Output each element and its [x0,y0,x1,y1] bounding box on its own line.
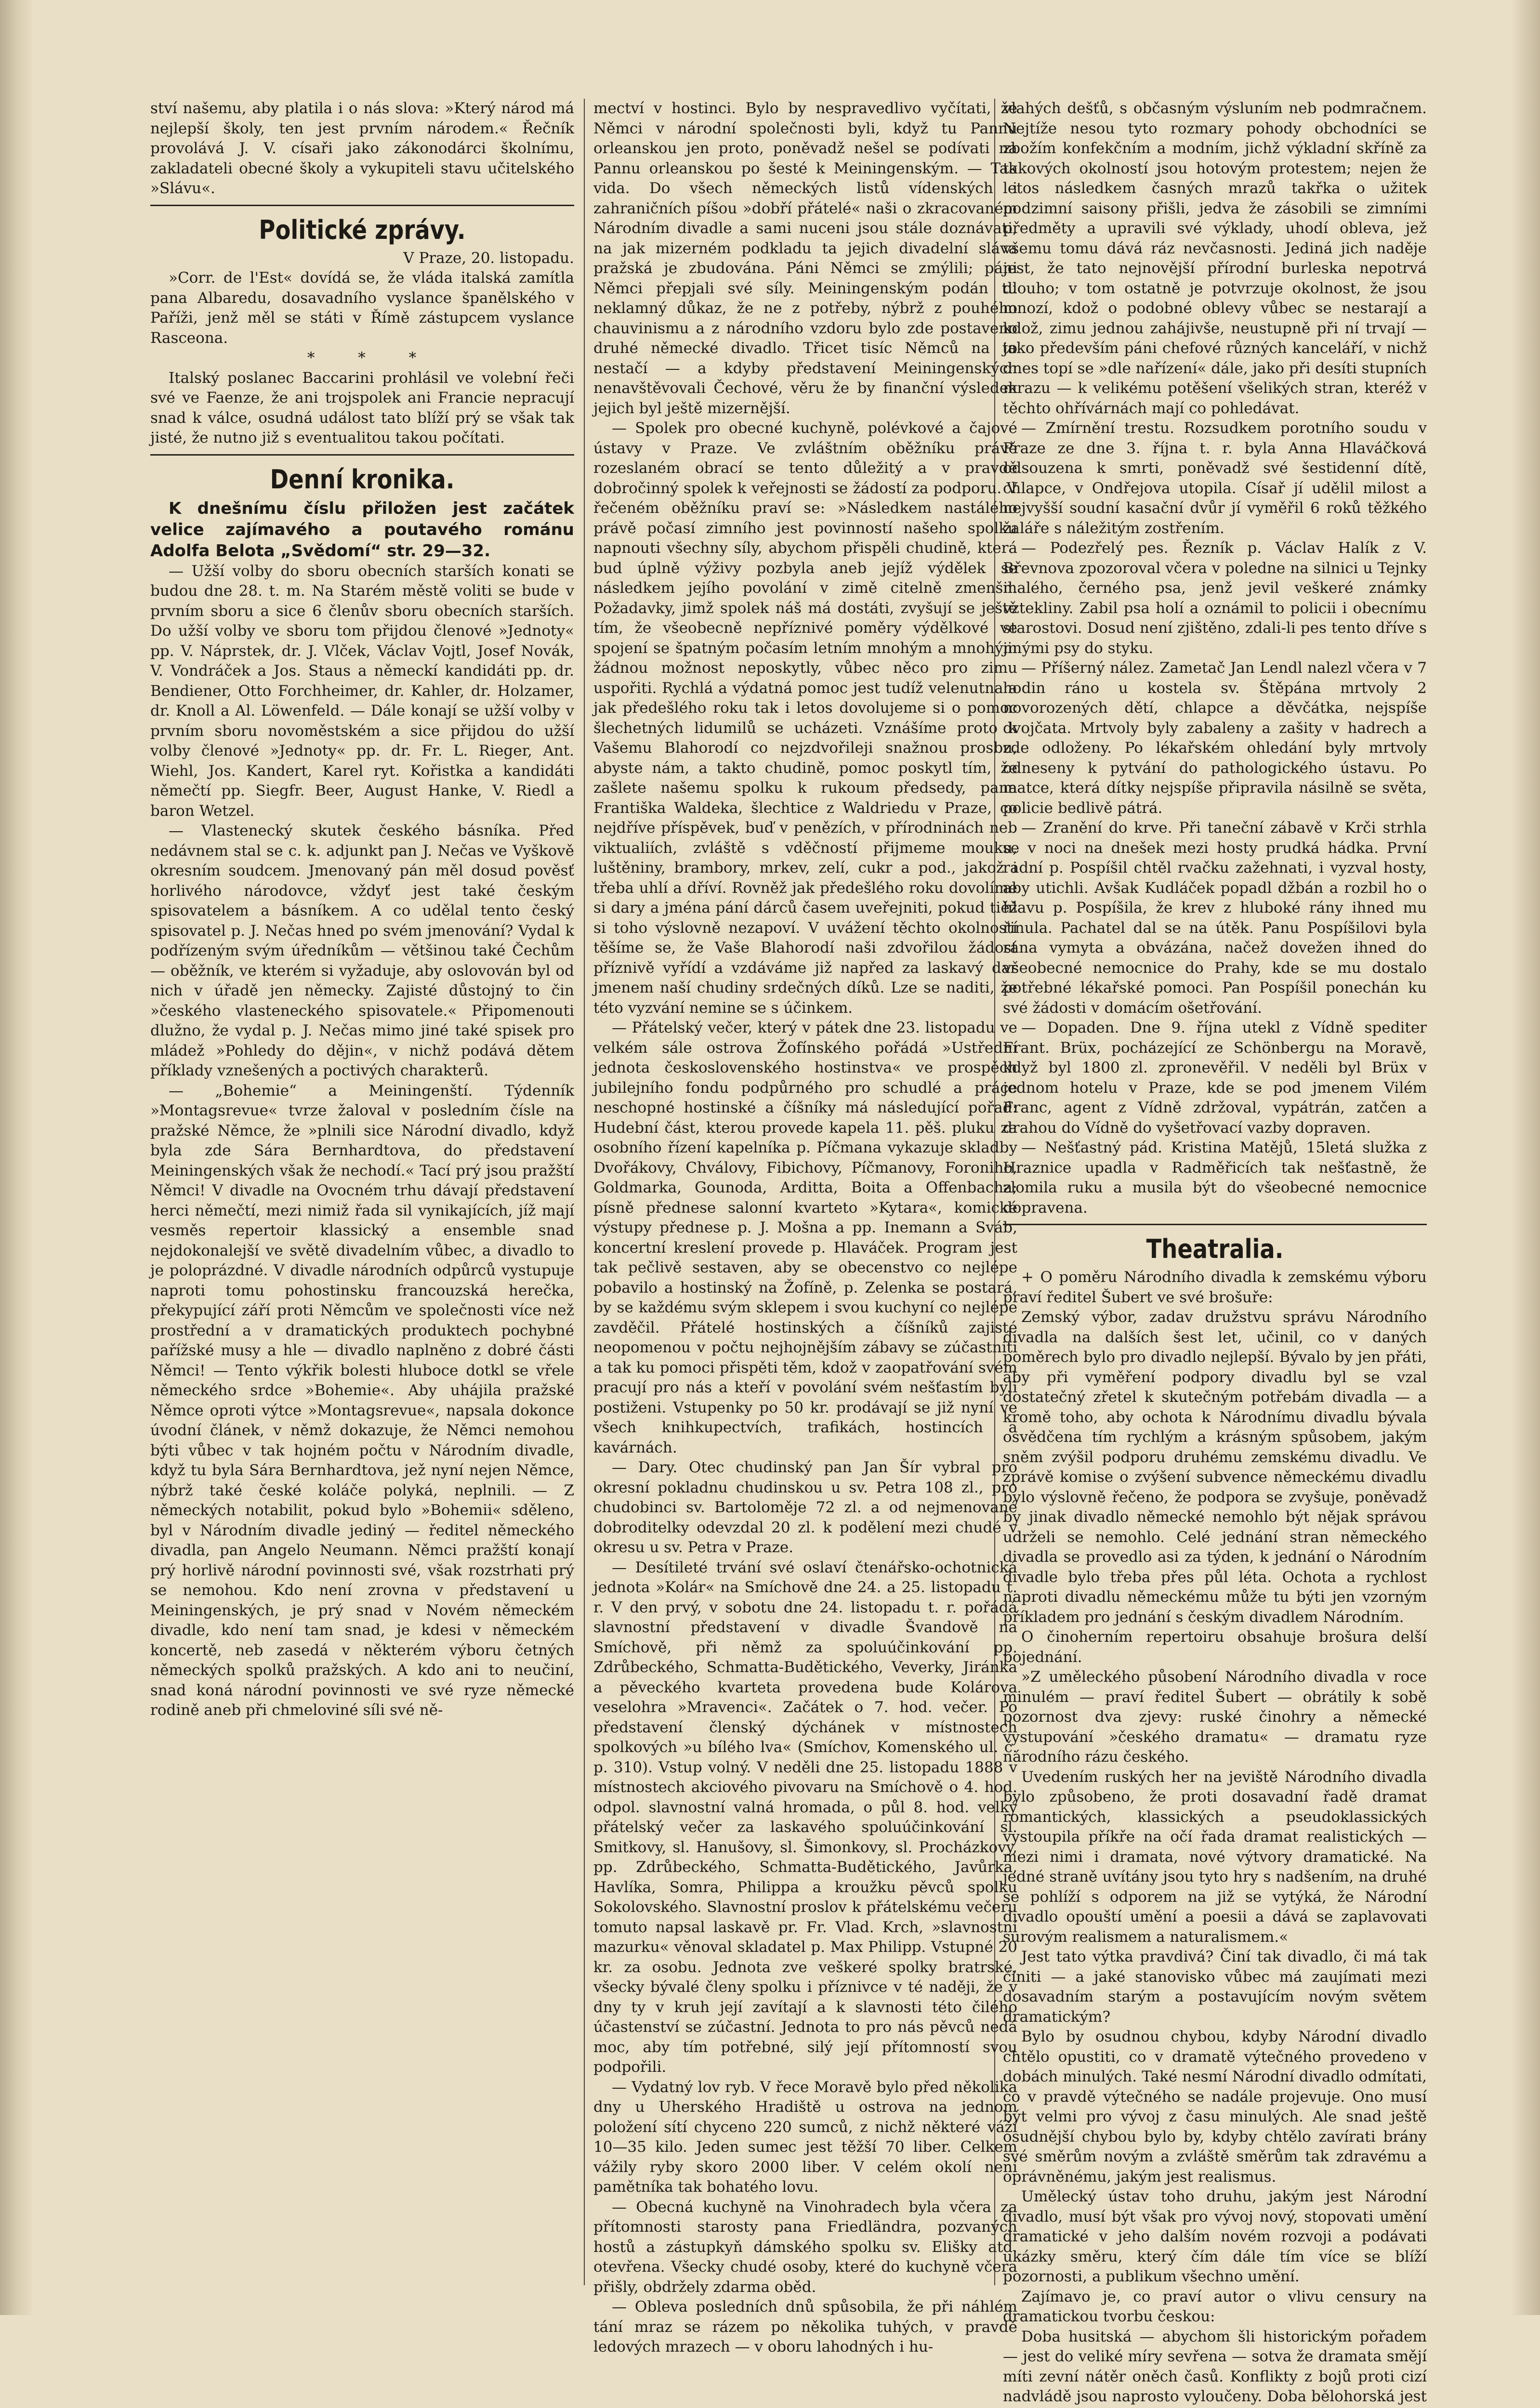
news-item: — Podezřelý pes. Řezník p. Václav Halík z V. Břevnova zpozoroval včera v poledne na silnici u Tejnky malého, černého psa, jenž jevil veškeré známky vztekliny. Zabil psa holí a oznámil to policii i obecnímu starostovi. Dosud není zjištěno, zdali-li pes tento dříve s jinými psy do styku. [1003,538,1427,658]
page-edge-right [1511,0,1540,2315]
paragraph: + O poměru Národního divadla k zemskému výboru praví ředitel Šubert ve své brošuře: [1003,1268,1427,1308]
section-title-politics: Politické zprávy. [180,215,545,246]
dateline: V Praze, 20. listopadu. [150,249,574,269]
section-title-theatre: Theatralia. [1033,1234,1397,1265]
news-item: — Spolek pro obecné kuchyně, polévkové a čajové ústavy v Praze. Ve zvláštním oběžníku právě rozeslaném obrací se tento důležitý a v pravdě dobročinný spolek k veřejnosti se žádostí za podporu. V řečeném oběžníku praví se: »Následkem nastálého právě počasí zimního jest povinností našeho spolku napnouti všechny síly, abychom přispěli chudině, která bud úplně výživy pozbyla aneb jejíž výdělek se následkem jejího povolání v zimě citelně zmenšil. Požadavky, jimž spolek náš má dostáti, zvyšují se ještě tím, že všeobecně nepříznivé poměry výdělkové ve spojení se špatným počasím letním mnohým a mnohým žádnou možnost neposkytly, vůbec něco pro zimu uspořiti. Rychlá a výdatná pomoc jest tudíž velenutna a jak předešlého roku tak i letos dovolujeme si o pomoc šlechetných lidumilů se ucházeti. Vznášíme proto k Vašemu Blahorodí co nejzdvořileji snažnou prosbu, abyste nám, a takto chudině, pomoc poskytl tím, že zašlete našemu spolku k rukoum předsedy, pana Františka Waldeka, šlechtice z Waldriedu v Praze, co nejdříve příspěvek, buď v penězích, v přírodninách neb viktualiích, zvláště s vděčností přijmeme mouku, luštěniny, brambory, mrkev, zelí, cukr a pod., jakož i třeba uhlí a dříví. Rovněž jak předešlého roku dovolíme si dary a jména pání dárců časem uveřejniti, pokud tiěž si toho výslovně nezapoví. V uvážení těchto okolností těšíme se, že Vaše Blahorodí naši zdvořilou žádost příznivě vyřídí a vzdáváme již napřed za laskavý dar jmenem naší chudiny srdečných díků. Lze se naditi, že této vyzvání nemine se s účinkem. [593,419,1017,1018]
paragraph: O činoherním repertoiru obsahuje brošura delší pojednání. [1003,1627,1427,1667]
paragraph: Umělecký ústav toho druhu, jakým jest Národní divadlo, musí být však pro vývoj nový, stopovati umění dramatické v jeho dalším novém rozvoji a podávati ukázky směru, který čím dále tím více se blíží pozornosti, a publikum všechno umění. [1003,2187,1427,2287]
paragraph: »Z uměleckého působení Národního divadla v roce minulém — praví ředitel Šubert — obrátily k sobě pozornost dva zjevy: ruské činohry a německé vystupování »českého dramatu« — dramatu ryze národního rázu českého. [1003,1667,1427,1767]
news-item: — Desítileté trvání své oslaví čtenářsko-ochotnická jednota »Kolár« na Smíchově dne 24. a 25. listopadu t. r. V den prvý, v sobotu dne 24. listopadu t. r. pořádá slavnostní představení v divadle Švandově na Smíchově, při němž za spoluúčinkování pp. Zdrůbeckého, Schmatta-Budětického, Veverky, Jiránka a pěveckého kvarteta provedena bude Kolárova veselohra »Mravenci«. Začátek o 7. hod. večer. Po představení členský dýchánek v místnostech spolkových »u bílého lva« (Smíchov, Komenského ul. č. p. 310). Vstup volný. V neděli dne 25. listopadu 1888 v místnostech akciového pivovaru na Smíchově o 4. hod. odpol. slavnostní valná hromada, o půl 8. hod. velký přátelský večer za laskavého spoluúčinkování sl. Smitkovy, sl. Hanušovy, sl. Šimonkovy, sl. Procházkovy, pp. Zdrůbeckého, Schmatta-Budětického, Javůrka, Havlíka, Somra, Philippa a kroužku pěvců spolku Sokolovského. Slavnostní proslov k přátelskému večeru tomuto napsal laskavě pr. Fr. Vlad. Krch, »slavnostní mazurku« věnoval skladatel p. Max Philipp. Vstupné 20 kr. za osobu. Jednota zve veškeré spolky bratrské, všecky bývalé členy spolku i příznivce v té naději, že v dny ty v kruh její zavítají a k slavnosti této čilého účastenství se zúčastní. Jednota to pro nás pěvců nedá moc, aby tím potřebné, silý její přítomností svou podpořili. [593,1558,1017,2078]
section-title-chronicle: Denní kronika. [180,464,545,495]
news-item: — Obecná kuchyně na Vinohradech byla včera za přítomnosti starosty pana Friedländra, pozvaných hostů a zástupkyň dámského spolku sv. Elišky atd. otevřena. Všecky chudé osoby, které do kuchyně včera přišly, obdržely zdarma oběd. [593,2198,1017,2298]
news-item: — Užší volby do sboru obecních starších konati se budou dne 28. t. m. Na Starém městě voliti se bude v prvním sboru a sice 6 členův sboru obecních starších. Do užší volby ve sboru tom přijdou členové »Jednoty« pp. V. Náprstek, dr. J. Vlček, Václav Vojtl, Josef Novák, V. Vondráček a Jos. Staus a německí kandidáti pp. dr. Bendiener, Otto Forchheimer, dr. Kahler, dr. Holzamer, dr. Knoll a Al. Löwenfeld. — Dále konají se užší volby v prvním sboru novoměstském a sice přijdou do užší volby členové »Jednoty« pp. dr. Fr. L. Rieger, Ant. Wiehl, Jos. Kandert, Karel ryt. Kořistka a kandidáti němečtí pp. Siegfr. Beer, August Hanke, V. Riedl a baron Wetzel. [150,562,574,822]
section-divider [1003,1224,1427,1225]
paragraph: Uvedením ruských her na jeviště Národního divadla bylo způsobeno, že proti dosavadní řadě dramat romantických, klassických a pseudoklassických vystoupila příkře na očí řada dramat realistických — mezi nimi i dramata, nové výtvory dramatické. Na jedné straně uvítány jsou tyto hry s nadšením, na druhé se pohlíží s odporem na již se vytýká, že Národní divadlo opouští umění a poesii a dává se zaplavovati surovým realismem a naturalismem.« [1003,1767,1427,1948]
column-rule [584,99,585,2285]
news-item: — Vydatný lov ryb. V řece Moravě bylo před několika dny u Uherského Hradiště u ostrova na jednom položení sítí chyceno 220 sumců, z nichž některé váží 10—35 kilo. Jeden sumec jest těžší 70 liber. Celkem vážily ryby skoro 2000 liber. V celém okolí není pamětníka tak bohatého lovu. [593,2078,1017,2198]
paragraph: Jest tato výtka pravdivá? Činí tak divadlo, či má tak činiti — a jaké stanovisko vůbec má zaujímati mezi dosavadním starým a postavujícím novým světem dramatickým? [1003,1947,1427,2027]
paragraph: mectví v hostinci. Bylo by nespravedlivo vyčítati, že Němci v národní společnosti byli, když tu Pannu orleanskou jen proto, poněvadž nešel se podívati na Pannu orleanskou po šesté k Meiningenským. — Tak vida. Do všech německých listů vídenských i zahraničních píšou »dobří přátelé« naši o zkracovaném Národním divadle a sami nuceni jsou stále doznávati, na jak mizerném podkladu ta jejich divadelní sláva pražská je zbudována. Páni Němci se zmýlili; páni Němci přepjali své síly. Meiningenským podán tu neklamný důkaz, že ne z potřeby, nýbrž z pouhého chauvinismu a z národního vzdoru bylo zde postaveno druhé německé divadlo. Třicet tisíc Němců na to nestačí — a kdyby představení Meiningenských nenavštěvovali Čechové, věru že by finanční výsledek jejich byl ještě mizernější. [593,99,1017,419]
paragraph: vlahých dešťů, s občasným výsluním neb podmračnem. Nejtíže nesou tyto rozmary pohody obchodníci se zbožím konfekčním a modním, jichž výkladní skříně za takových okolností jsou hotovým protestem; nejen že letos následkem časných mrazů takřka o užitek podzimní saisony přišli, jedva že zásobili se zimními předměty a upravili své výklady, uhodí obleva, jež všemu tomu dává ráz nevčasnosti. Jediná jich naděje jest, že tato nejnovější přírodní burleska nepotrvá dlouho; v tom ostatně je potvrzuje okolnost, že jsou mnozí, kdož o podobné oblevy vůbec se nestarají a kdož, zimu jednou zahájivše, neustupně při ní trvají — jako především páni chefové různých kanceláří, v nichž dnes topí se »dle nařízení« dále, jako při desíti stupních mrazu — k velikému potěšení všelikých stran, kteréž v těchto ohřívárnách mají co pohledávat. [1003,99,1427,419]
paragraph: Italský poslanec Baccarini prohlásil ve volební řeči své ve Faenze, že ani trojspolek ani Francie nepracují snad k válce, osudná událost tato blíží prý se však tak jisté, že nutno již s eventualitou takou počítati. [150,368,574,448]
supplement-notice: K dnešnímu číslu přiložen jest začátek velice zajímavého a poutavého románu Adolfa Belota „Svědomí“ str. 29—32. [150,498,574,562]
news-item: — Zmírnění trestu. Rozsudkem porotního soudu v Praze ze dne 3. října t. r. byla Anna Hlaváčková odsouzena k smrti, poněvadž své šestidenní dítě, chlapce, v Ondřejova utopila. Císař jí udělil milost a nejvyšší soudní kasační dvůr jí vyměřil 6 roků těžkého žaláře s náležitým zostřením. [1003,419,1427,538]
paragraph: »Corr. de l'Est« dovídá se, že vláda italská zamítla pana Albaredu, dosavadního vyslance španělského v Paříži, jenž měl se státi v Římě zástupcem vyslance Rasceona. [150,268,574,348]
news-item: — „Bohemie“ a Meiningenští. Týdenník »Montagsrevue« tvrze žaloval v posledním čísle na pražské Němce, že »plnili sice Národní divadlo, když byla zde Sára Bernhardtova, do představení Meiningenských však že nechodí.« Tací prý jsou pražští Němci! V divadle na Ovocném trhu dávají představení herci němečtí, mezi nimiž řada sil vynikajících, jíž mají vesměs repertoir klassický a ensemble snad nejdokonalejší ve světě divadelním vůbec, a divadlo to je poloprázdné. V divadle národních odpůrců vystupuje naproti tomu pohostinsku francouzská herečka, překypující září proti Němcům ve společnosti více než prostřední a v dramatických produktech pochybné pařížské musy a hle — divadlo naplněno z dobré části Němci! — Tento výkřik bolesti hluboce dotkl se vřele německého srdce »Bohemie«. Aby uhájila pražské Němce oproti výtce »Montagsrevue«, napsala dokonce úvodní článek, v němž dokazuje, že Němci nemohou býti vůbec v tak hojném počtu v Národním divadle, když tu byla Sára Bernhardtova, jež nyní nejen Němce, nýbrž také české koláče polyká, neplnili. — Z německých notabilit, pokud bylo »Bohemii« sděleno, byl v Národním divadle jediný — ředitel německého divadla, pan Angelo Neumann. Němci pražští konají prý horlivě národní povinnosti své, však rozstrhati prý se nemohou. Kdo není zrovna v představení u Meiningenských, je prý snad v Novém německém divadle, kdo není tam snad, je kdesi v německém koncertě, neb zasedá v některém výboru četných německých spolků pražských. A kdo ani to neučiní, snad koná národní povinnosti ve své ryze německé rodině aneb při chmeloviné síli své ně- [150,1081,574,1721]
news-item: — Vlastenecký skutek českého básníka. Před nedávnem stal se c. k. adjunkt pan J. Nečas ve Vyškově okresním soudcem. Jmenovaný pán měl dosud pověsť horlivého národovce, vždyť jest také českým spisovatelem a básníkem. A co udělal tento český spisovatel p. J. Nečas hned po svém jmenování? Vydal k podřízeným svým úředníkům — většinou také Čechům — oběžník, ve kterém si vyžaduje, aby oslovován byl od nich v úřadě jen německy. Zajisté důstojný to čin »českého vlasteneckého spisovatele.« Připomenouti dlužno, že vydal p. J. Nečas mimo jiné také spisek pro mládež »Pohledy do dějin«, v nichž podává dětem příklady vznešených a poctivých charakterů. [150,821,574,1081]
news-item: — Dopaden. Dne 9. října utekl z Vídně spediter Frant. Brüx, pocházející ze Schönbergu na Moravě, když byl 1800 zl. zpronevěřil. V neděli byl Brüx v jednom hotelu v Praze, kde se pod jmenem Vilém Franc, agent z Vídně zdržoval, vypátrán, zatčen a drahou do Vídně do vyšetřovací vazby dopraven. [1003,1018,1427,1138]
paragraph: ství našemu, aby platila i o nás slova: »Který národ má nejlepší školy, ten jest prvním národem.« Řečník provolává J. V. císaři jako zákonodárci školnímu, zakladateli obecné školy a vykupiteli stavu učitelského »Slávu«. [150,99,574,199]
news-item: — Nešťastný pád. Kristina Matějů, 15letá služka z Hraznice upadla v Radměřicích tak nešťastně, že zlomila ruku a musila být do všeobecné nemocnice dopravena. [1003,1138,1427,1218]
asterism: * * * [150,348,574,368]
section-divider [150,454,574,456]
page-edge-left [0,0,34,2315]
column-middle [593,99,1017,2295]
column-left [150,99,574,2295]
news-item: — Obleva posledních dnů spůsobila, že při náhlém tání mraz se rázem po několika tuhých, v pravdě ledových mrazech — v oboru lahodných i hu- [593,2297,1017,2357]
news-item: — Zranění do krve. Při taneční zábavě v Krči strhla se v noci na dnešek mezi hosty prudká hádka. První radní p. Pospíšil chtěl rvačku zažehnati, i vyzval hosty, aby utichli. Avšak Kudláček popadl džbán a rozbil ho o hlavu p. Pospíšila, že krev z hluboké rány ihned mu řinula. Pachatel dal se na útěk. Panu Pospíšilovi byla rána vymyta a obvázána, načež dovežen ihned do všeobecné nemocnice do Prahy, kde se mu dostalo potřebné lékařské pomoci. Pan Pospíšil ponechán ku své žádosti v domácím ošetřování. [1003,818,1427,1018]
news-item: — Dary. Otec chudinský pan Jan Šír vybral pro okresní pokladnu chudinskou u sv. Petra 108 zl., pro chudobinci sv. Bartoloměje 72 zl. a od nejmenované dobroditelky odevzdal 20 zl. k podělení mezi chudé v okresu u sv. Petra v Praze. [593,1458,1017,1558]
section-divider [150,205,574,206]
news-item: — Příšerný nález. Zametač Jan Lendl nalezl včera v 7 hodin ráno u kostela sv. Štěpána mrtvoly 2 novorozených dětí, chlapce a děvčátka, nejspíše dvojčata. Mrtvoly byly zabaleny a zašity v hadrech a zde odloženy. Po lékařském ohledání byly mrtvoly odneseny k pytvání do pathologického ústavu. Po matce, která dítky nejspíše připravila násilně se světa, policie bedlivě pátrá. [1003,658,1427,818]
paragraph: Zemský výbor, zadav družstvu správu Národního divadla na dalších šest let, učinil, co v daných poměrech bylo pro divadlo nejlepší. Bývalo by jen přáti, aby při vyměření podpory divadlu byl se vzal dostatečný zřetel k skutečným potřebám divadla — a kromě toho, aby ochota k Národnímu divadlu bývala osvědčena tím rychlým a krásným spůsobem, jakým sněm zvýšil podporu druhému zemskému divadlu. Ve zprávě komise o zvýšení subvence německému divadlu bylo výslovně řečeno, že podpora se zvyšuje, poněvadž by jinak divadlo německé nemohlo být nějak správou udrželi se nemohlo. Celé jednání stran německého divadla se provedlo asi za týden, k jednání o Národním divadle bylo třeba přes půl léta. Ochota a rychlost naproti divadlu německému může tu býti jen vzorným příkladem pro jednání s českým divadlem Národním. [1003,1308,1427,1627]
news-item: — Přátelský večer, který v pátek dne 23. listopadu ve velkém sále ostrova Žofínského pořádá »Ustřední jednota československého hostinstva« ve prospěch jubilejního fondu podpůrného pro schudlé a práce neschopné hostinské a číšníky má následující pořad: Hudební část, kterou provede kapela 11. pěš. pluku za osobního řízení kapelníka p. Píčmana vykazuje skladby Dvořákovy, Chválovy, Fibichovy, Píčmanovy, Foroniho, Goldmarka, Gounoda, Arditta, Boita a Offenbacha; písně přednese salonní kvarteto »Kytara«, komické výstupy přednese p. J. Mošna a pp. Inemann a Sváb, koncertní kreslení provede p. Hlaváček. Program jest tak pečlivě sestaven, aby se obecenstvo co nejlépe pobavilo a hostinský na Žofíně, p. Zelenka se postará, by se každému svým sklepem i svou kuchyní co nejlépe zavděčil. Přátelé hostinských a číšníků zajisté neopomenou v počtu nejhojnějším zábavy se zúčastniti a tak ku pomoci přispěti těm, kdož v zaopatřování svém pracují pro nás a kteří v povolání svém nešťastím byli postiženi. Vstupenky po 50 kr. prodávají se již nyní ve všech knihkupectvích, trafikách, hostincích a kavárnách. [593,1018,1017,1458]
column-right [1003,99,1427,2295]
paragraph: Bylo by osudnou chybou, kdyby Národní divadlo chtělo opustiti, co v dramatě výtečného provedeno v dobách minulých. Také nesmí Národní divadlo odmítati, co v pravdě výtečného se nadále projevuje. Ono musí být velmi pro vývoj z času minulých. Ale snad ještě osudnější chybou bylo by, kdyby chtělo zavírati brány své směrům novým a zvláště směrům tak zdravému a oprávněnému, jakým jest realismus. [1003,2027,1427,2187]
paragraph: Doba husitská — abychom šli historickým pořadem — jest do veliké míry sevřena — sotva že dramata smějí míti zevní nátěr oněch časů. Konflikty z bojů proti cizí nadvládě jsou naprosto vyloučeny. Doba bělohorská jest [1003,2327,1427,2408]
paragraph: Zajímavo je, co praví autor o vlivu censury na dramatickou tvorbu českou: [1003,2287,1427,2327]
